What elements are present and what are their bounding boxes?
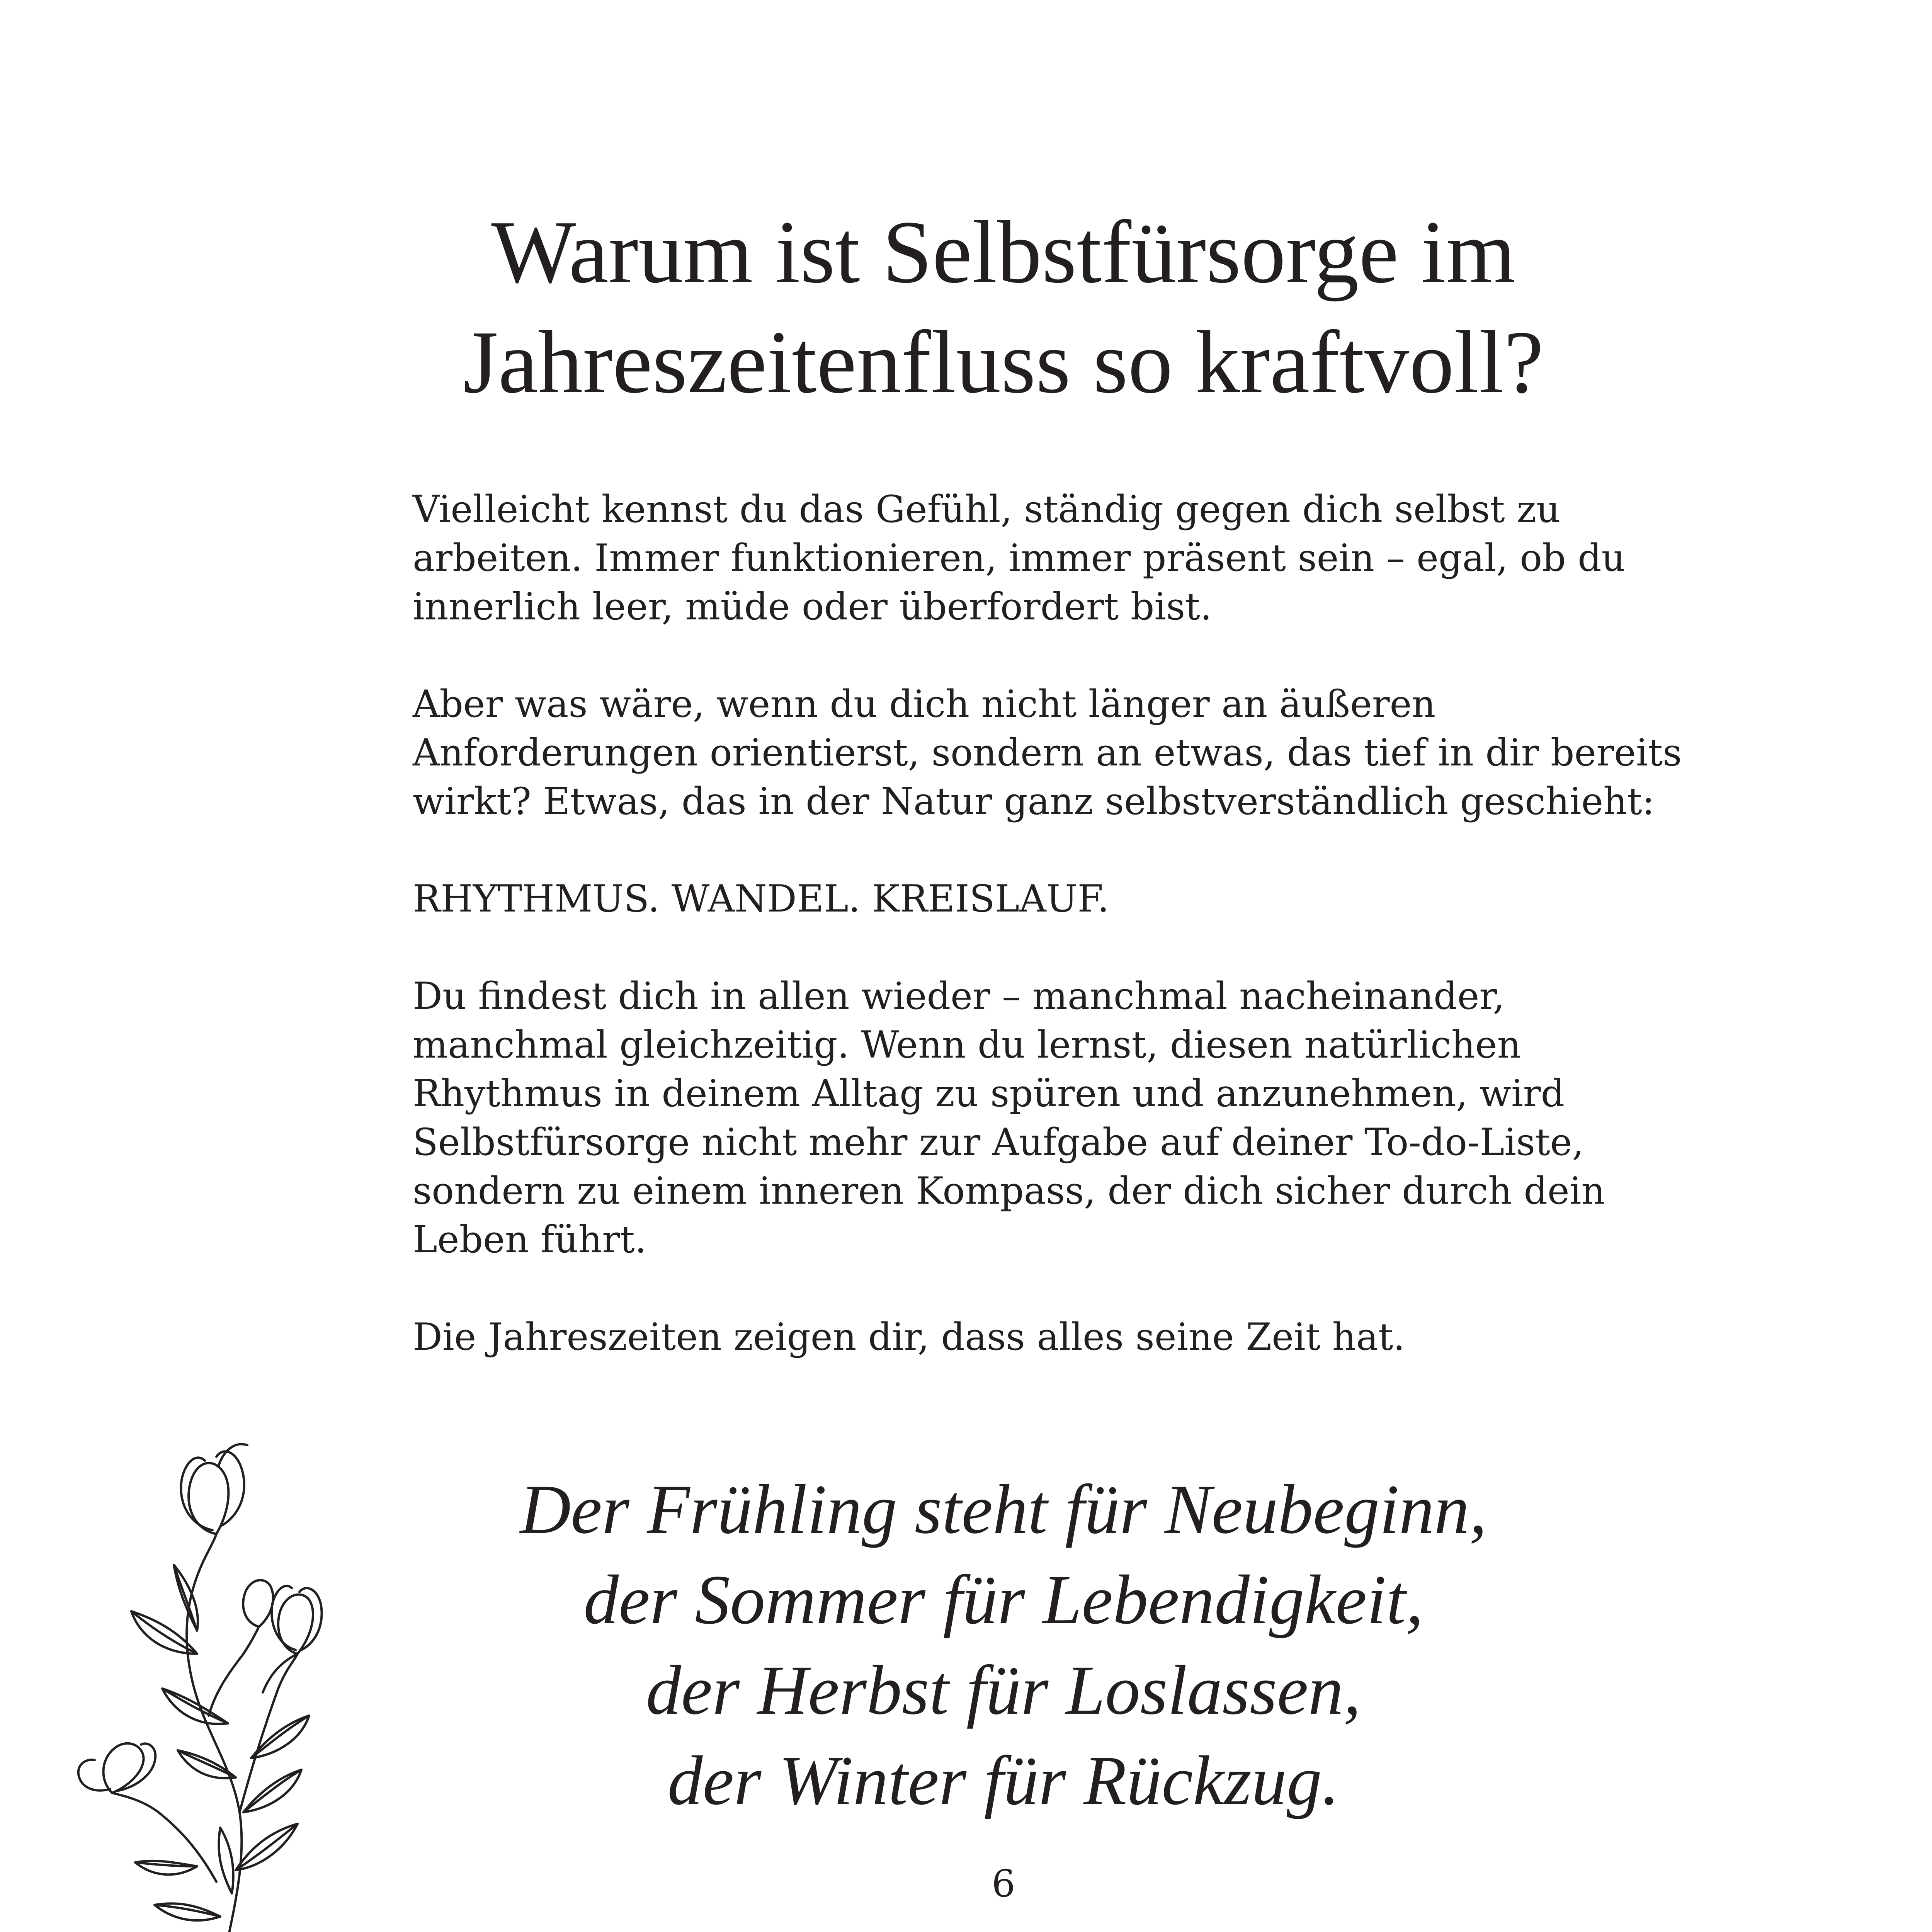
page-number: 6 xyxy=(992,1862,1015,1905)
text-line: Du findest dich in allen wieder – manchmal nacheinander, xyxy=(413,975,1505,1018)
text-line: Leben führt. xyxy=(413,1218,647,1261)
text-line: wirkt? Etwas, das in der Natur ganz selbstverständlich geschieht: xyxy=(413,780,1655,823)
text-line: arbeiten. Immer funktionieren, immer präsent sein – egal, ob du xyxy=(413,536,1626,580)
page-title-line-1: Warum ist Selbstfürsorge im xyxy=(491,202,1516,302)
text-line: RHYTHMUS. WANDEL. KREISLAUF. xyxy=(413,877,1109,920)
quote-line-autumn: der Herbst für Loslassen, xyxy=(646,1651,1361,1729)
quote-line-spring: Der Frühling steht für Neubeginn, xyxy=(520,1471,1487,1548)
floral-branch-icon xyxy=(70,1383,340,1932)
quote-line-summer: der Sommer für Lebendigkeit, xyxy=(583,1561,1423,1639)
text-line: sondern zu einem inneren Kompass, der dich sicher durch dein xyxy=(413,1169,1605,1213)
paragraph-rhythm xyxy=(413,972,1618,1264)
text-line: Aber was wäre, wenn du dich nicht länger an äußeren xyxy=(413,682,1436,726)
text-line: Die Jahreszeiten zeigen dir, dass alles seine Zeit hat. xyxy=(413,1315,1405,1359)
paragraph-intro xyxy=(413,485,1626,631)
quote-line-winter: der Winter für Rückzug. xyxy=(667,1742,1340,1820)
text-line: manchmal gleichzeitig. Wenn du lernst, diesen natürlichen xyxy=(413,1023,1521,1066)
text-line: Rhythmus in deinem Alltag zu spüren und anzunehmen, wird xyxy=(413,1072,1565,1115)
body-text xyxy=(413,485,1682,1410)
text-line: Selbstfürsorge nicht mehr zur Aufgabe auf deiner To-do-Liste, xyxy=(413,1121,1584,1164)
text-line: Anforderungen orientierst, sondern an etwas, das tief in dir bereits xyxy=(413,731,1682,774)
text-line: innerlich leer, müde oder überfordert bist. xyxy=(413,585,1212,628)
paragraph-seasons xyxy=(413,1313,1618,1361)
paragraph-keywords xyxy=(413,874,1618,923)
seasons-quote xyxy=(270,1464,1736,1826)
page-title xyxy=(270,197,1736,417)
page-title-line-2: Jahreszeitenfluss so kraftvoll? xyxy=(463,313,1544,412)
text-line: Vielleicht kennst du das Gefühl, ständig gegen dich selbst zu xyxy=(413,488,1560,531)
paragraph-question xyxy=(413,680,1682,826)
